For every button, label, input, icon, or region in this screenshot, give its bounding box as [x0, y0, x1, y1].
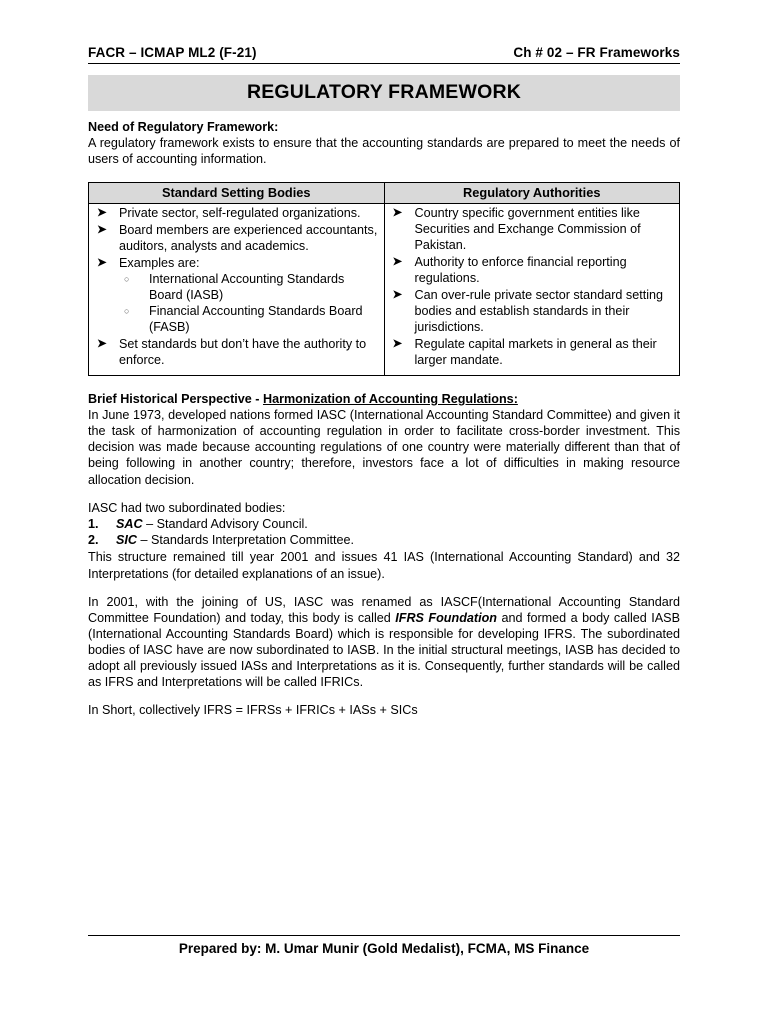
list-item-label: Financial Accounting Standards Board (FASB): [149, 304, 363, 335]
page-content: [88, 0, 680, 718]
list-item-label: Set standards but don’t have the authority to enforce.: [119, 337, 367, 368]
circle-bullet-icon: ○: [124, 274, 130, 285]
header-divider: [88, 63, 680, 64]
subordinated-bodies-intro: IASC had two subordinated bodies:: [88, 500, 286, 515]
list-item-label: Board members are experienced accountants, auditors, analysts and academics.: [119, 223, 378, 254]
standard-setting-bodies-list: [93, 206, 380, 369]
list-item-label: Can over-rule private sector standard setting bodies and establish standards in their jurisdictions.: [414, 288, 663, 335]
list-item-label: International Accounting Standards Board (IASB): [149, 272, 345, 303]
historical-paragraph-1: In June 1973, developed nations formed IASC (International Accounting Standard Committee) and given it the task of harmonization of accounting regulation in order to facilitate cross-border investment. This decision was made because accounting regulations of one country were materially different than that of being following in another country; therefore, investors face a lot of difficulties in making resource allocation decision.: [88, 408, 680, 487]
historical-heading-plain: Brief Historical Perspective -: [88, 392, 263, 407]
list-item-abbr: SAC: [116, 516, 143, 531]
list-item: [93, 337, 380, 369]
footer-prepared-by: Prepared by: M. Umar Munir (Gold Medalist), FCMA, MS Finance: [178, 941, 590, 956]
arrow-bullet-icon: ➤: [392, 207, 403, 220]
list-item-label: Examples are:: [119, 256, 200, 271]
table-row: [89, 204, 680, 376]
list-item: [93, 256, 380, 336]
list-item-label: Country specific government entities like Securities and Exchange Commission of Pakistan.: [414, 206, 641, 253]
table-cell-regulatory-authorities: [384, 204, 680, 376]
table-header-row: [89, 183, 680, 204]
list-item: [88, 516, 680, 532]
paragraph-3-part-1: In 2001, with the joining of US, IASC was renamed as IASCF(International Accounting Standard Committee Foundation) and today, this body is called: [88, 594, 680, 625]
historical-section-heading: [88, 392, 680, 406]
ifrs-foundation-emphasis: IFRS Foundation: [395, 610, 497, 625]
list-item-label: – Standard Advisory Council.: [142, 516, 308, 531]
arrow-bullet-icon: ➤: [97, 338, 107, 351]
arrow-bullet-icon: ➤: [392, 289, 403, 302]
examples-sub-list: [119, 272, 380, 336]
list-item-number: 2.: [88, 533, 99, 548]
circle-bullet-icon: ○: [124, 306, 130, 317]
historical-paragraph-2: This structure remained till year 2001 and issues 41 IAS (International Accounting Standard) and 32 Interpretations (for detailed explanations of an issue).: [88, 550, 680, 581]
list-item: [88, 532, 680, 548]
list-item-number: 1.: [88, 516, 99, 531]
list-item: [389, 288, 676, 336]
arrow-bullet-icon: ➤: [97, 224, 107, 237]
list-item: [389, 255, 676, 287]
list-item: [389, 337, 676, 369]
list-item: [93, 223, 380, 255]
historical-paragraph-3: [88, 594, 680, 691]
historical-heading-underlined: Harmonization of Accounting Regulations:: [262, 392, 518, 407]
list-item-label: – Standards Interpretation Committee.: [137, 533, 355, 548]
list-item: [119, 272, 380, 304]
list-item: [389, 206, 676, 254]
header-chapter-title: Ch # 02 – FR Frameworks: [513, 45, 680, 60]
list-item: [93, 206, 380, 222]
regulatory-authorities-list: [389, 206, 676, 369]
table-column-header-regulatory-authorities: Regulatory Authorities: [384, 183, 680, 204]
list-item: [119, 304, 380, 336]
need-section-body: A regulatory framework exists to ensure that the accounting standards are prepared to meet the needs of users of accounting information.: [88, 136, 680, 167]
arrow-bullet-icon: ➤: [97, 207, 107, 220]
in-short-summary: In Short, collectively IFRS = IFRSs + IFRICs + IASs + SICs: [88, 703, 418, 718]
paragraph-spacer: [88, 690, 680, 701]
table-cell-standard-setting-bodies: [89, 204, 385, 376]
bodies-authorities-table: [88, 182, 680, 376]
list-item-label: Regulate capital markets in general as their larger mandate.: [414, 337, 657, 368]
subordinated-bodies-list: [88, 516, 680, 549]
paragraph-spacer: [88, 488, 680, 499]
running-header: [88, 0, 680, 60]
arrow-bullet-icon: ➤: [392, 256, 403, 269]
list-item-label: Authority to enforce financial reporting regulations.: [414, 255, 627, 286]
page-title: REGULATORY FRAMEWORK: [88, 75, 680, 111]
need-section-heading: Need of Regulatory Framework:: [88, 120, 279, 134]
paragraph-spacer: [88, 582, 680, 593]
paragraph-3-part-2: and formed a body called IASB (International Accounting Standards Board) which is responsible for developing IFRS. The subordinated bodies of IASC have are now subordinated to IASB. In the initial structural meetings, IASB has decided to adopt all previously issued IASs and Interpretations as it is. Consequently, further standards will be called as IFRS and Interpretations will be called IFRICs.: [88, 610, 680, 690]
table-column-header-standard-setting-bodies: Standard Setting Bodies: [89, 183, 385, 204]
arrow-bullet-icon: ➤: [392, 338, 403, 351]
arrow-bullet-icon: ➤: [97, 257, 107, 270]
list-item-abbr: SIC: [116, 533, 137, 548]
header-course-code: FACR – ICMAP ML2 (F-21): [88, 45, 257, 60]
document-footer: [88, 935, 680, 956]
list-item-label: Private sector, self-regulated organizations.: [119, 206, 361, 221]
